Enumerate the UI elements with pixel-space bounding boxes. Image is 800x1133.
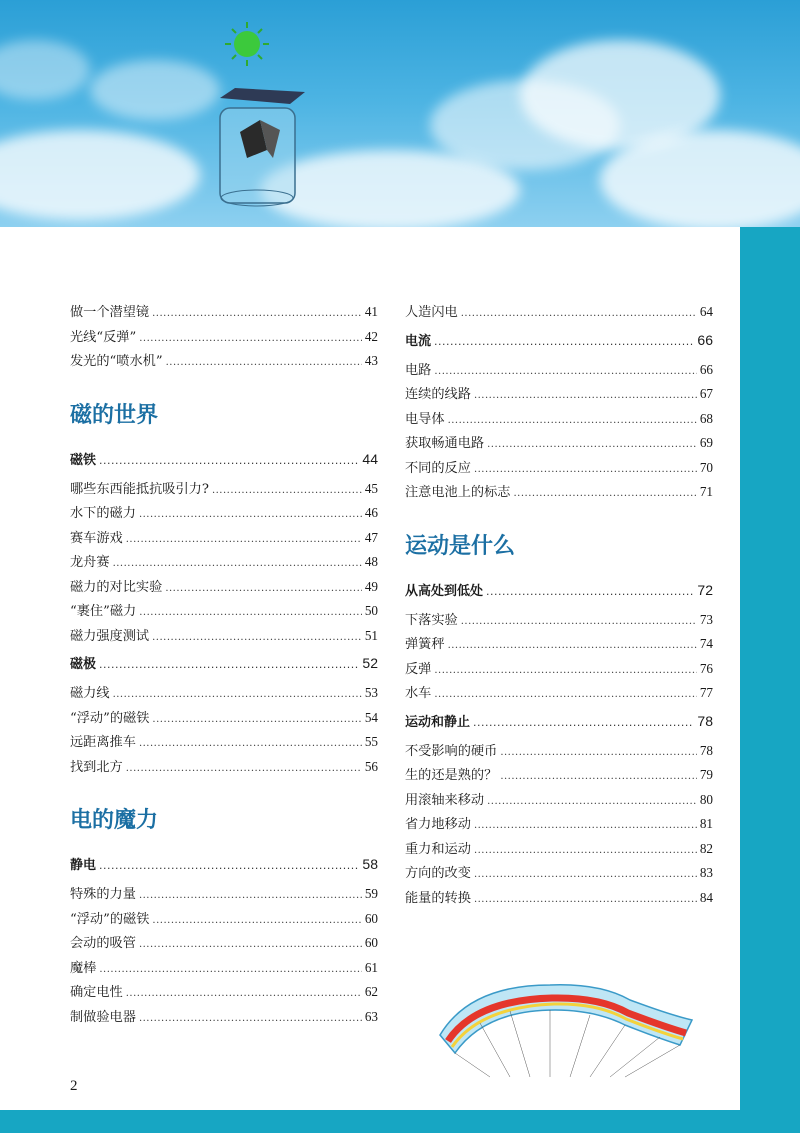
- toc-entry-title: 会动的吸管: [70, 936, 136, 951]
- toc-entry-page: 79: [699, 767, 713, 782]
- toc-entry-page: 55: [364, 734, 378, 749]
- toc-entry[interactable]: [70, 1005, 378, 1030]
- toc-entry-page: 64: [699, 304, 713, 319]
- toc-section-entry[interactable]: [70, 444, 378, 474]
- toc-entry[interactable]: [405, 456, 713, 481]
- toc-entry-title: 制做验电器: [70, 1009, 136, 1025]
- toc-entry[interactable]: [70, 706, 378, 731]
- toc-entry-page: 49: [364, 578, 378, 594]
- toc-entry-page: 72: [697, 581, 713, 598]
- dot-leader: [461, 302, 697, 327]
- toc-entry-page: 66: [699, 361, 713, 377]
- toc-entry[interactable]: [70, 755, 378, 780]
- toc-entry-page: 61: [364, 959, 378, 975]
- toc-entry[interactable]: [70, 501, 378, 526]
- toc-right-column: [405, 300, 713, 910]
- dot-leader: [434, 659, 696, 684]
- toc-entry-page: 63: [364, 1008, 378, 1024]
- toc-entry-title: 获取畅通电路: [405, 436, 485, 451]
- toc-entry[interactable]: [405, 382, 713, 407]
- toc-entry-page: 66: [697, 331, 713, 348]
- toc-entry-page: 76: [699, 660, 713, 676]
- toc-entry-title: 电路: [405, 362, 432, 378]
- toc-entry[interactable]: [70, 907, 378, 932]
- toc-entry-page: 78: [697, 712, 713, 729]
- toc-entry[interactable]: [405, 632, 713, 657]
- toc-entry-title: 从高处到低处: [405, 583, 484, 599]
- page-number: 2: [70, 1078, 78, 1094]
- dot-leader: [486, 577, 694, 607]
- dot-leader: [474, 839, 697, 864]
- dot-leader: [139, 884, 362, 909]
- toc-entry-title: 弹簧秤: [405, 637, 445, 652]
- toc-entry-title: 不受影响的硬币: [405, 743, 498, 759]
- dot-leader: [500, 765, 697, 790]
- toc-entry[interactable]: [405, 788, 713, 813]
- chapter-heading: 运动是什么: [405, 532, 516, 559]
- toc-entry[interactable]: [70, 931, 378, 956]
- toc-entry-page: 74: [699, 636, 713, 651]
- toc-entry-title: “裹住”磁力: [70, 604, 137, 619]
- toc-entry-page: 58: [362, 856, 378, 872]
- toc-entry-page: 69: [699, 435, 713, 450]
- dot-leader: [152, 626, 362, 651]
- dot-leader: [99, 851, 359, 881]
- toc-entry[interactable]: [405, 431, 713, 456]
- toc-entry-page: 80: [699, 791, 713, 807]
- toc-entry-title: 人造闪电: [405, 305, 458, 320]
- dot-leader: [152, 708, 361, 733]
- toc-entry-title: 磁极: [70, 657, 97, 672]
- toc-entry-page: 73: [699, 611, 713, 627]
- toc-section-entry[interactable]: [405, 575, 713, 605]
- dot-leader: [99, 958, 361, 983]
- toc-entry-title: 连续的线路: [405, 387, 471, 402]
- sun-icon: [225, 22, 269, 66]
- toc-entry[interactable]: [70, 599, 378, 624]
- toc-entry[interactable]: [70, 730, 378, 755]
- sky-banner: [0, 0, 800, 227]
- toc-entry[interactable]: [70, 550, 378, 575]
- toc-section-entry[interactable]: [70, 648, 378, 678]
- toc-entry[interactable]: [405, 358, 713, 383]
- toc-entry-page: 53: [364, 685, 378, 700]
- toc-entry[interactable]: [70, 349, 378, 374]
- toc-entry[interactable]: [70, 681, 378, 706]
- toc-entry-page: 50: [364, 603, 378, 618]
- dot-leader: [99, 446, 359, 476]
- toc-entry-title: 运动和静止: [405, 714, 471, 730]
- dot-leader: [448, 409, 697, 434]
- toc-entry-title: 重力和运动: [405, 841, 471, 857]
- dot-leader: [500, 741, 697, 766]
- toc-entry[interactable]: [405, 739, 713, 764]
- toc-entry[interactable]: [70, 300, 378, 325]
- toc-entry[interactable]: [70, 956, 378, 981]
- toc-entry-title: 能量的转换: [405, 890, 471, 906]
- toc-entry-title: 水车: [405, 686, 432, 701]
- toc-entry-title: 磁力的对比实验: [70, 579, 163, 595]
- toc-section-entry[interactable]: [70, 849, 378, 879]
- toc-entry[interactable]: [70, 477, 378, 502]
- toc-entry-title: 省力地移动: [405, 817, 471, 832]
- toc-entry-page: 56: [364, 758, 378, 774]
- toc-entry[interactable]: [70, 980, 378, 1005]
- dot-leader: [474, 863, 697, 888]
- dot-leader: [474, 888, 697, 913]
- toc-entry-page: 45: [364, 480, 378, 496]
- toc-entry-title: 注意电池上的标志: [405, 485, 511, 500]
- dot-leader: [126, 528, 362, 553]
- toc-entry[interactable]: [405, 763, 713, 788]
- toc-entry[interactable]: [405, 407, 713, 432]
- toc-entry-page: 77: [699, 685, 713, 700]
- toc-entry-page: 70: [699, 459, 713, 475]
- toc-entry[interactable]: [405, 837, 713, 862]
- dot-leader: [126, 982, 362, 1007]
- teal-bottom-band: [0, 1110, 800, 1133]
- toc-entry-title: 生的还是熟的？: [405, 768, 498, 783]
- toc-entry[interactable]: [405, 657, 713, 682]
- toc-entry-page: 81: [699, 816, 713, 831]
- toc-entry-page: 60: [364, 935, 378, 950]
- toc-entry-title: “浮动”的磁铁: [70, 710, 150, 726]
- toc-entry-title: 特殊的力量: [70, 887, 136, 902]
- dot-leader: [113, 683, 362, 708]
- toc-entry-title: “浮动”的磁铁: [70, 911, 150, 927]
- teal-side-band: [740, 227, 800, 1133]
- toc-entry-title: 磁铁: [70, 452, 97, 468]
- dot-leader: [461, 610, 697, 635]
- dot-leader: [113, 552, 362, 577]
- toc-entry[interactable]: [70, 325, 378, 350]
- toc-entry-page: 51: [364, 627, 378, 643]
- chapter-heading: 电的魔力: [70, 807, 159, 833]
- toc-entry-title: 做一个潜望镜: [70, 305, 150, 320]
- toc-entry-title: 用滚轴来移动: [405, 792, 485, 808]
- dot-leader: [99, 650, 359, 680]
- dot-leader: [514, 482, 697, 507]
- toc-entry[interactable]: [405, 681, 713, 706]
- dot-leader: [487, 790, 697, 815]
- toc-entry[interactable]: [405, 812, 713, 837]
- toc-entry-page: 43: [364, 353, 378, 368]
- toc-entry-title: 水下的磁力: [70, 506, 136, 521]
- dot-leader: [139, 933, 362, 958]
- dot-leader: [434, 360, 696, 385]
- toc-entry-title: 赛车游戏: [70, 530, 123, 546]
- toc-entry[interactable]: [405, 608, 713, 633]
- dot-leader: [139, 732, 362, 757]
- toc-entry-title: 不同的反应: [405, 460, 471, 476]
- toc-entry-title: 反弹: [405, 661, 432, 677]
- dot-leader: [139, 601, 362, 626]
- toc-entry[interactable]: [405, 300, 713, 325]
- dot-leader: [165, 577, 362, 602]
- toc-entry-page: 83: [699, 865, 713, 880]
- toc-entry-title: 方向的改变: [405, 866, 471, 881]
- dot-leader: [474, 814, 697, 839]
- toc-entry-title: 找到北方: [70, 759, 123, 775]
- dot-leader: [152, 909, 361, 934]
- toc-entry-page: 54: [364, 709, 378, 725]
- dot-leader: [166, 351, 362, 376]
- toc-entry-page: 41: [364, 304, 378, 319]
- dot-leader: [487, 433, 697, 458]
- chapter-heading: 磁的世界: [70, 401, 159, 428]
- toc-section-entry[interactable]: [405, 706, 713, 736]
- dot-leader: [474, 384, 697, 409]
- toc-entry-page: 71: [699, 484, 713, 499]
- dot-leader: [139, 1007, 362, 1032]
- toc-entry[interactable]: [70, 526, 378, 551]
- dot-leader: [473, 708, 694, 738]
- toc-entry-page: 42: [364, 328, 378, 344]
- toc-entry[interactable]: [405, 480, 713, 505]
- toc-entry[interactable]: [70, 575, 378, 600]
- dot-leader: [126, 757, 362, 782]
- dot-leader: [212, 479, 362, 504]
- toc-entry-title: 哪些东西能抵抗吸引力?: [70, 481, 209, 497]
- toc-entry-title: 魔棒: [70, 960, 97, 976]
- dot-leader: [474, 458, 697, 483]
- dot-leader: [139, 503, 362, 528]
- toc-entry[interactable]: [70, 882, 378, 907]
- toc-entry-page: 52: [362, 655, 378, 671]
- toc-entry-page: 84: [699, 889, 713, 905]
- toc-entry-title: 确定电性: [70, 985, 123, 1000]
- toc-entry-page: 47: [364, 529, 378, 545]
- toc-entry-title: 光线“反弹”: [70, 329, 137, 345]
- dot-leader: [139, 327, 362, 352]
- dot-leader: [448, 634, 697, 659]
- toc-entry-title: 发光的“喷水机”: [70, 354, 163, 369]
- toc-entry-page: 82: [699, 840, 713, 856]
- toc-entry-title: 龙舟赛: [70, 555, 110, 570]
- toc-entry[interactable]: [405, 861, 713, 886]
- toc-entry-title: 远距离推车: [70, 735, 136, 750]
- toc-entry-page: 60: [364, 910, 378, 926]
- toc-entry-title: 磁力线: [70, 686, 110, 701]
- toc-entry-title: 下落实验: [405, 612, 458, 628]
- toc-entry-page: 48: [364, 554, 378, 569]
- toc-entry-page: 44: [362, 450, 378, 467]
- dot-leader: [434, 683, 696, 708]
- toc-entry-page: 67: [699, 386, 713, 401]
- toc-entry-title: 静电: [70, 858, 97, 873]
- toc-entry[interactable]: [70, 624, 378, 649]
- toc-entry-page: 68: [699, 410, 713, 426]
- toc-entry-page: 78: [699, 742, 713, 758]
- toc-section-entry[interactable]: [405, 325, 713, 355]
- dot-leader: [434, 327, 694, 357]
- toc-entry-page: 59: [364, 886, 378, 901]
- toc-entry-title: 磁力强度测试: [70, 628, 150, 644]
- toc-entry[interactable]: [405, 886, 713, 911]
- solar-jar-illustration: [205, 20, 315, 220]
- dot-leader: [152, 302, 362, 327]
- parachute-illustration: [430, 965, 700, 1080]
- toc-entry-page: 46: [364, 505, 378, 520]
- toc-entry-title: 电导体: [405, 411, 445, 427]
- toc-left-column: [70, 300, 378, 1029]
- toc-entry-page: 62: [364, 984, 378, 999]
- toc-entry-title: 电流: [405, 333, 432, 349]
